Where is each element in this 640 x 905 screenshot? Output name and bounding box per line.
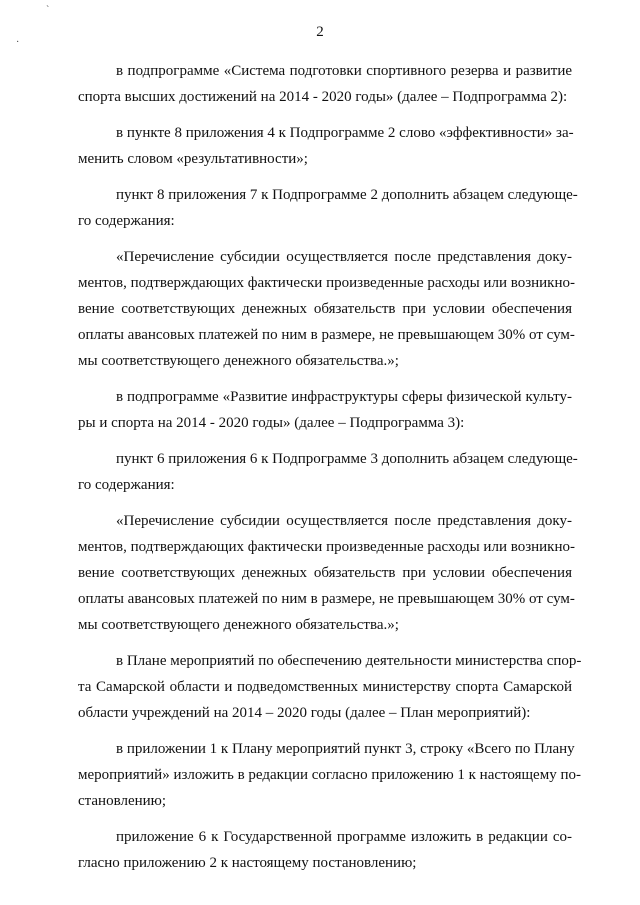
text-line: в пункте 8 приложения 4 к Подпрограмме 2 слово «эффективности» за- [116,125,574,141]
text-line: «Перечисление субсидии осуществляется после представления доку- [116,249,572,265]
paragraph [78,446,578,498]
paragraph [78,508,575,638]
text-line: в приложении 1 к Плану мероприятий пункт 3, строку «Всего по Плану [116,741,575,757]
scan-speck: · [16,37,20,48]
text-line: «Перечисление субсидии осуществляется после представления доку- [116,513,572,529]
text-line: мероприятий» изложить в редакции согласно приложению 1 к настоящему по- [78,767,581,783]
paragraph [78,736,581,814]
text-line: ментов, подтверждающих фактически произведенные расходы или возникно- [78,275,575,291]
text-line: приложение 6 к Государственной программе изложить в редакции со- [116,829,572,845]
text-line: оплаты авансовых платежей по ним в размере, не превышающем 30% от сум- [78,591,575,607]
text-line: ментов, подтверждающих фактически произведенные расходы или возникно- [78,539,575,555]
text-line: пункт 8 приложения 7 к Подпрограмме 2 дополнить абзацем следующе- [116,187,578,203]
text-line: спорта высших достижений на 2014 - 2020 годы» (далее – Подпрограмма 2): [78,89,568,105]
paragraph [78,182,578,234]
paragraph [78,120,572,172]
text-line: гласно приложению 2 к настоящему постановлению; [78,855,417,871]
scan-speck: ` [46,5,50,16]
text-line: менить словом «результативности»; [78,151,308,167]
page-number: 2 [316,24,324,40]
text-line: вение соответствующих денежных обязательств при условии обеспечения [78,301,572,317]
paragraph [78,648,582,726]
text-line: области учреждений на 2014 – 2020 годы (далее – План мероприятий): [78,705,531,721]
text-line: в подпрограмме «Система подготовки спортивного резерва и развитие [116,63,572,79]
text-line: становлению; [78,793,167,809]
text-line: в подпрограмме «Развитие инфраструктуры сферы физической культу- [116,389,572,405]
text-line: та Самарской области и подведомственных министерству спорта Самарской [78,679,572,695]
paragraph [78,58,572,110]
text-line: мы соответствующего денежного обязательства.»; [78,353,399,369]
paragraph [78,244,575,374]
text-line: вение соответствующих денежных обязательств при условии обеспечения [78,565,572,581]
paragraph [78,824,572,876]
text-line: пункт 6 приложения 6 к Подпрограмме 3 дополнить абзацем следующе- [116,451,578,467]
text-line: ры и спорта на 2014 - 2020 годы» (далее – Подпрограмма 3): [78,415,465,431]
text-line: оплаты авансовых платежей по ним в размере, не превышающем 30% от сум- [78,327,575,343]
text-line: го содержания: [78,477,175,493]
document-body [78,58,582,876]
text-line: мы соответствующего денежного обязательства.»; [78,617,399,633]
paragraph [78,384,572,436]
text-line: го содержания: [78,213,175,229]
text-line: в Плане мероприятий по обеспечению деятельности министерства спор- [116,653,582,669]
